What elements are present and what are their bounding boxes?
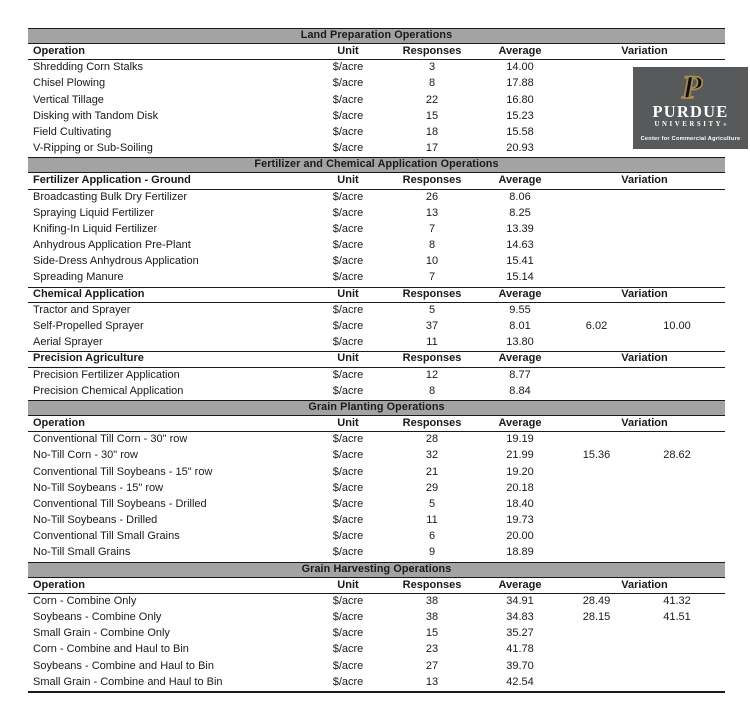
cell-var_low: [564, 432, 629, 448]
cell-unit: $/acre: [332, 611, 364, 623]
cell-var_high: 41.32: [663, 594, 691, 607]
cell-operation: No-Till Small Grains: [33, 546, 131, 559]
purdue-university-label: UNIVERSITY®: [654, 121, 727, 128]
cell-operation: Knifing-In Liquid Fertilizer: [33, 222, 158, 235]
table-row: [28, 238, 725, 254]
cell-var_low: [564, 270, 629, 286]
cell-responses: 8: [428, 384, 436, 397]
cell-var_low: [564, 60, 629, 76]
header-cell-average: Average: [498, 287, 542, 300]
table-row: [28, 626, 725, 642]
header-cell-unit: Unit: [337, 174, 359, 187]
table-row: [28, 206, 725, 222]
cell-average: 16.80: [506, 93, 534, 106]
table-row: [28, 368, 725, 384]
cell-operation: Shredding Corn Stalks: [33, 61, 144, 74]
cell-operation: Small Grain - Combine and Haul to Bin: [33, 675, 223, 688]
header-cell-operation: Operation: [33, 416, 85, 429]
cell-responses: 23: [425, 643, 439, 656]
table-row: [28, 594, 725, 610]
cell-responses: 32: [425, 449, 439, 462]
header-cell-variation: Variation: [621, 352, 668, 365]
cell-unit: $/acre: [332, 271, 364, 284]
cell-var_low: [564, 254, 629, 270]
cell-unit: $/acre: [332, 497, 364, 510]
cell-var_high: [629, 335, 725, 351]
cell-operation: Field Cultivating: [33, 125, 112, 138]
cell-responses: 28: [425, 433, 439, 446]
table-row: [28, 303, 725, 319]
cell-responses: 18: [425, 125, 439, 138]
cell-responses: 13: [425, 675, 439, 688]
cell-responses: 11: [426, 514, 438, 527]
purdue-center-tagline: Center for Commercial Agriculture: [640, 136, 741, 142]
cell-average: 19.19: [506, 433, 534, 446]
cell-var_low: [564, 335, 629, 351]
table-row: [28, 76, 725, 92]
cell-operation: Aerial Sprayer: [33, 336, 103, 349]
cell-average: 14.00: [506, 61, 534, 74]
cell-average: 19.73: [506, 514, 534, 527]
header-cell-unit: Unit: [337, 45, 359, 57]
cell-average: 19.20: [506, 465, 534, 478]
header-cell-unit: Unit: [337, 287, 359, 300]
table-row: [28, 448, 725, 464]
cell-responses: 3: [428, 61, 436, 74]
cell-var_low: [564, 545, 629, 561]
header-cell-operation: Operation: [33, 45, 85, 57]
cell-responses: 9: [428, 546, 436, 559]
cell-operation: Broadcasting Bulk Dry Fertilizer: [33, 190, 188, 203]
cell-responses: 7: [428, 222, 436, 235]
cell-average: 8.84: [509, 384, 531, 397]
cell-var_high: 41.51: [663, 611, 691, 623]
header-cell-responses: Responses: [402, 45, 462, 57]
cell-var_high: [629, 626, 725, 642]
cell-average: 15.23: [506, 109, 534, 122]
header-cell-responses: Responses: [402, 578, 462, 591]
cell-operation: Spraying Liquid Fertilizer: [33, 206, 155, 219]
section-header-band: Grain Harvesting Operations: [28, 562, 725, 578]
purdue-wordmark: PURDUE: [652, 102, 729, 121]
cell-var_high: [629, 384, 725, 400]
cell-average: 20.93: [506, 142, 534, 155]
cell-responses: 11: [426, 336, 438, 349]
cell-responses: 8: [428, 239, 436, 252]
cell-var_low: [564, 109, 629, 125]
cell-average: 18.40: [506, 497, 534, 510]
header-cell-operation: Operation: [33, 578, 85, 591]
cell-var_low: [564, 529, 629, 545]
cell-var_low: [564, 303, 629, 319]
cell-unit: $/acre: [332, 125, 364, 138]
cell-operation: Vertical Tillage: [33, 93, 104, 106]
section-header-band: Land Preparation Operations: [28, 28, 725, 44]
header-cell-operation: Fertilizer Application - Ground: [33, 174, 191, 187]
cell-operation: Self-Propelled Sprayer: [33, 320, 144, 332]
cell-average: 15.58: [506, 125, 534, 138]
cell-var_high: [629, 465, 725, 481]
cell-average: 35.27: [506, 627, 534, 640]
header-cell-average: Average: [498, 578, 542, 591]
cell-unit: $/acre: [332, 61, 364, 74]
cell-average: 8.01: [509, 320, 531, 332]
cell-operation: Precision Fertilizer Application: [33, 368, 180, 381]
cell-operation: Chisel Plowing: [33, 77, 106, 90]
cell-var_low: [564, 513, 629, 529]
cell-operation: Disking with Tandom Disk: [33, 109, 159, 122]
cell-var_high: [629, 545, 725, 561]
cell-unit: $/acre: [332, 77, 364, 90]
cell-var_low: [564, 190, 629, 206]
column-header-row: [28, 578, 725, 594]
cell-var_high: [629, 206, 725, 222]
cell-var_low: [564, 76, 629, 92]
cell-average: 41.78: [506, 643, 534, 656]
cell-var_low: [564, 125, 629, 141]
header-cell-variation: Variation: [621, 416, 668, 429]
cell-var_low: [564, 659, 629, 675]
cell-var_high: [629, 270, 725, 286]
cell-unit: $/acre: [332, 659, 364, 672]
cell-unit: $/acre: [332, 190, 364, 203]
cell-unit: $/acre: [332, 222, 364, 235]
header-cell-average: Average: [498, 352, 542, 365]
cell-responses: 29: [425, 481, 439, 494]
cell-responses: 21: [425, 465, 439, 478]
header-cell-variation: Variation: [621, 174, 668, 187]
cell-var_low: [564, 465, 629, 481]
cell-unit: $/acre: [332, 643, 364, 656]
cell-var_high: [629, 368, 725, 384]
cell-average: 9.55: [509, 303, 531, 316]
cell-unit: $/acre: [332, 465, 364, 478]
cell-var_low: 28.15: [582, 611, 611, 623]
cell-var_low: 28.49: [582, 594, 611, 607]
cell-operation: V-Ripping or Sub-Soiling: [33, 142, 153, 155]
cell-average: 39.70: [506, 659, 534, 672]
cell-average: 14.63: [506, 239, 534, 252]
cell-var_high: 28.62: [663, 449, 691, 462]
purdue-p-icon: [669, 70, 713, 103]
cell-var_high: [629, 659, 725, 675]
header-cell-operation: Precision Agriculture: [33, 352, 144, 365]
cell-average: 8.77: [509, 368, 531, 381]
table-row: [28, 610, 725, 626]
table-row: [28, 141, 725, 157]
cell-unit: $/acre: [332, 433, 364, 446]
cell-operation: No-Till Soybeans - 15" row: [33, 481, 164, 494]
header-cell-average: Average: [498, 45, 542, 57]
cell-unit: $/acre: [332, 675, 364, 688]
cell-operation: No-Till Soybeans - Drilled: [33, 514, 158, 527]
cell-average: 18.89: [506, 546, 534, 559]
table-row: [28, 335, 725, 351]
cell-var_low: 6.02: [585, 320, 608, 332]
cell-responses: 8: [428, 77, 436, 90]
header-cell-responses: Responses: [402, 416, 462, 429]
header-cell-variation: Variation: [621, 287, 668, 300]
cell-var_high: [629, 481, 725, 497]
cell-average: 8.25: [509, 206, 531, 219]
cell-operation: Conventional Till Corn - 30" row: [33, 433, 188, 446]
header-cell-responses: Responses: [402, 352, 462, 365]
section-header-band: Fertilizer and Chemical Application Operations: [28, 157, 725, 173]
cell-unit: $/acre: [332, 206, 364, 219]
cell-average: 15.41: [506, 255, 534, 268]
cell-operation: Corn - Combine and Haul to Bin: [33, 643, 189, 656]
table-row: [28, 675, 725, 691]
cell-average: 34.91: [506, 594, 534, 607]
cell-var_high: [629, 190, 725, 206]
cell-var_high: [629, 529, 725, 545]
cell-average: 13.80: [506, 336, 534, 349]
header-cell-responses: Responses: [402, 174, 462, 187]
cell-unit: $/acre: [332, 594, 364, 607]
cell-unit: $/acre: [332, 546, 364, 559]
column-header-row: [28, 44, 725, 60]
cell-var_low: [564, 384, 629, 400]
header-cell-operation: Chemical Application: [33, 287, 145, 300]
cell-average: 15.14: [506, 271, 534, 284]
table-row: [28, 60, 725, 76]
cell-operation: Side-Dress Anhydrous Application: [33, 255, 199, 268]
cell-responses: 37: [425, 320, 439, 332]
cell-unit: $/acre: [332, 303, 364, 316]
purdue-logo: [633, 67, 748, 149]
header-cell-unit: Unit: [337, 578, 359, 591]
cell-var_low: [564, 368, 629, 384]
cell-var_low: [564, 481, 629, 497]
cell-var_low: [564, 642, 629, 658]
cell-responses: 38: [425, 594, 439, 607]
registered-mark: ®: [723, 122, 727, 127]
cell-average: 17.88: [506, 77, 534, 90]
cell-average: 42.54: [506, 675, 534, 688]
table-row: [28, 222, 725, 238]
cell-average: 13.39: [506, 222, 534, 235]
cell-operation: Conventional Till Soybeans - Drilled: [33, 497, 207, 510]
cell-var_low: [564, 497, 629, 513]
table-bottom-rule: [28, 691, 725, 693]
cell-responses: 10: [425, 255, 439, 268]
cell-var_high: [629, 642, 725, 658]
cell-responses: 22: [425, 93, 439, 106]
cell-var_high: [629, 238, 725, 254]
cell-average: 21.99: [506, 449, 534, 462]
cell-var_high: 10.00: [663, 320, 691, 332]
cell-unit: $/acre: [332, 109, 364, 122]
cell-average: 20.18: [506, 481, 534, 494]
cell-unit: $/acre: [332, 142, 364, 155]
cell-var_low: [564, 675, 629, 691]
cell-operation: Conventional Till Soybeans - 15" row: [33, 465, 213, 478]
header-cell-average: Average: [498, 174, 542, 187]
header-cell-responses: Responses: [402, 287, 462, 300]
table-row: [28, 529, 725, 545]
header-cell-variation: Variation: [621, 45, 668, 57]
cell-operation: Corn - Combine Only: [33, 594, 137, 607]
cell-operation: Soybeans - Combine Only: [33, 611, 162, 623]
cell-unit: $/acre: [332, 368, 364, 381]
section-header-band: Grain Planting Operations: [28, 400, 725, 416]
cell-operation: Anhydrous Application Pre-Plant: [33, 239, 191, 252]
cell-operation: Conventional Till Small Grains: [33, 530, 180, 543]
header-cell-unit: Unit: [337, 352, 359, 365]
table-row: [28, 109, 725, 125]
table-row: [28, 254, 725, 270]
cell-var_low: [564, 222, 629, 238]
header-cell-unit: Unit: [337, 416, 359, 429]
table-row: [28, 481, 725, 497]
cell-var_high: [629, 222, 725, 238]
cell-var_high: [629, 497, 725, 513]
cell-operation: No-Till Corn - 30" row: [33, 449, 138, 462]
cell-var_low: [564, 238, 629, 254]
cell-responses: 15: [425, 627, 439, 640]
cell-responses: 38: [425, 611, 439, 623]
cell-unit: $/acre: [332, 530, 364, 543]
cell-operation: Spreading Manure: [33, 271, 124, 284]
cell-var_low: [564, 93, 629, 109]
header-cell-variation: Variation: [621, 578, 668, 591]
cell-responses: 7: [428, 271, 436, 284]
cell-operation: Small Grain - Combine Only: [33, 627, 170, 640]
cell-unit: $/acre: [332, 449, 364, 462]
table-row: [28, 465, 725, 481]
cell-var_high: [629, 254, 725, 270]
cell-average: 20.00: [506, 530, 534, 543]
column-header-row: [28, 173, 725, 189]
cell-unit: $/acre: [332, 514, 364, 527]
cell-var_high: [629, 303, 725, 319]
cell-operation: Soybeans - Combine and Haul to Bin: [33, 659, 214, 672]
cell-var_low: [564, 141, 629, 157]
cell-unit: $/acre: [332, 93, 364, 106]
cell-var_low: [564, 626, 629, 642]
cell-responses: 5: [428, 497, 436, 510]
table-row: [28, 384, 725, 400]
cell-unit: $/acre: [332, 255, 364, 268]
cell-responses: 6: [428, 530, 436, 543]
cell-unit: $/acre: [332, 384, 364, 397]
table-row: [28, 125, 725, 141]
cell-responses: 5: [428, 303, 436, 316]
table-row: [28, 659, 725, 675]
cell-unit: $/acre: [332, 239, 364, 252]
table-row: [28, 513, 725, 529]
table-row: [28, 642, 725, 658]
table-row: [28, 545, 725, 561]
cell-unit: $/acre: [332, 627, 364, 640]
table-row: [28, 497, 725, 513]
table-row: [28, 93, 725, 109]
cell-unit: $/acre: [332, 481, 364, 494]
cell-unit: $/acre: [332, 320, 364, 332]
cell-operation: Tractor and Sprayer: [33, 303, 131, 316]
cell-var_low: [564, 206, 629, 222]
header-cell-average: Average: [498, 416, 542, 429]
cell-var_high: [629, 675, 725, 691]
cell-operation: Precision Chemical Application: [33, 384, 184, 397]
cell-average: 34.83: [506, 611, 534, 623]
custom-rates-table: [28, 28, 725, 693]
cell-responses: 17: [425, 142, 439, 155]
table-row: [28, 190, 725, 206]
column-header-row: [28, 351, 725, 367]
column-header-row: [28, 287, 725, 303]
cell-average: 8.06: [509, 190, 531, 203]
cell-responses: 13: [425, 206, 439, 219]
cell-responses: 27: [425, 659, 439, 672]
cell-var_high: [629, 513, 725, 529]
table-row: [28, 270, 725, 286]
cell-responses: 26: [425, 190, 439, 203]
purdue-p-glyph: P: [681, 70, 702, 103]
cell-responses: 15: [425, 109, 439, 122]
cell-var_low: 15.36: [582, 449, 611, 462]
cell-responses: 12: [425, 368, 439, 381]
table-row: [28, 432, 725, 448]
table-row: [28, 319, 725, 335]
column-header-row: [28, 416, 725, 432]
cell-var_high: [629, 432, 725, 448]
cell-unit: $/acre: [332, 336, 364, 349]
